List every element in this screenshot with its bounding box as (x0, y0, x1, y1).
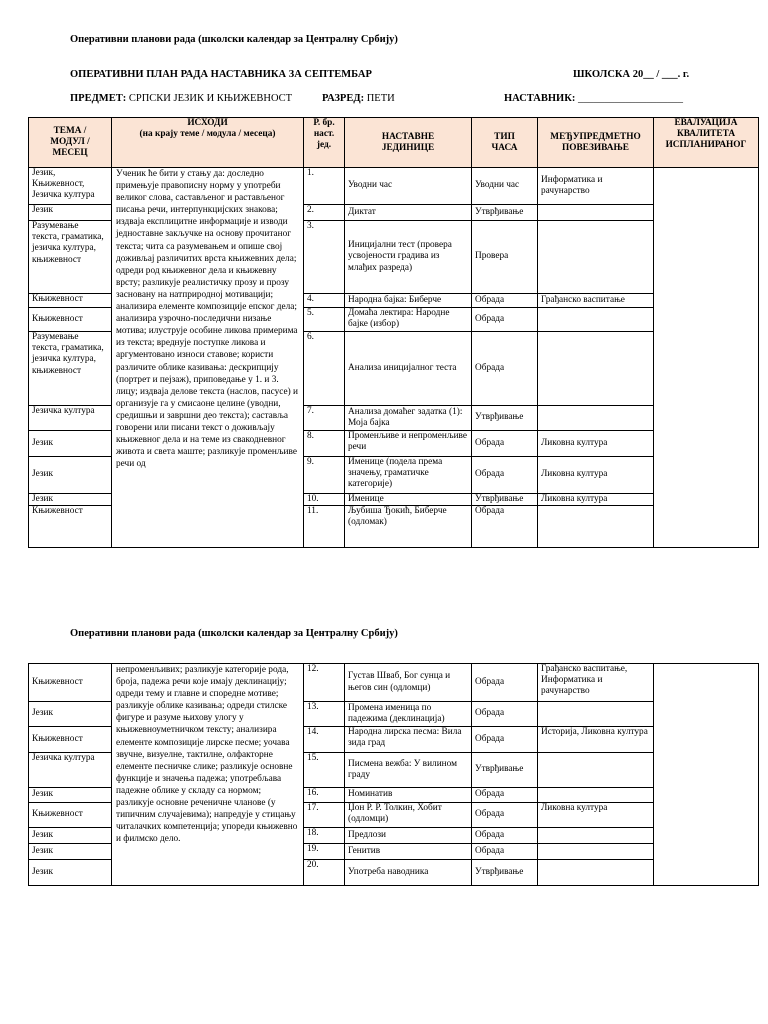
cross-cell: Грађанско васпитање (538, 294, 654, 308)
type-cell: Обрада (472, 664, 538, 702)
number-cell: 13. (304, 702, 345, 727)
cross-cell (538, 828, 654, 844)
type-cell: Уводни час (472, 168, 538, 205)
theme-cell: Књижевност (29, 506, 112, 548)
number-cell: 9. (304, 457, 345, 494)
number-cell: 7. (304, 406, 345, 431)
type-cell: Обрада (472, 332, 538, 406)
type-cell: Обрада (472, 702, 538, 727)
cross-cell (538, 205, 654, 221)
subject-line (70, 93, 292, 104)
type-cell: Утврђивање (472, 205, 538, 221)
unit-cell: Писмена вежба: У вилином граду (345, 753, 472, 788)
theme-cell: Језик (29, 494, 112, 506)
teacher-label: НАСТАВНИК: (504, 93, 576, 104)
cross-cell (538, 702, 654, 727)
cross-cell: Ликовна култура (538, 431, 654, 457)
number-cell: 18. (304, 828, 345, 844)
grade-label: РАЗРЕД: (322, 93, 365, 104)
subject-value: СРПСКИ ЈЕЗИК И КЊИЖЕВНОСТ (128, 93, 293, 104)
cross-cell: Информатика и рачунарство (538, 168, 654, 205)
unit-cell: Анализа иницијалног теста (345, 332, 472, 406)
unit-cell: Предлози (345, 828, 472, 844)
unit-cell: Домаћа лектира: Народне бајке (избор) (345, 308, 472, 332)
unit-cell: Љубиша Ђокић, Биберче (одломак) (345, 506, 472, 548)
cross-cell: Ликовна култура (538, 457, 654, 494)
teacher-value: ____________________ (577, 93, 683, 104)
unit-cell: Народна бајка: Биберче (345, 294, 472, 308)
type-cell: Обрада (472, 828, 538, 844)
col-header-cross: МЕЂУПРЕДМЕТНО ПОВЕЗИВАЊЕ (538, 118, 654, 168)
cross-cell (538, 844, 654, 860)
type-cell: Утврђивање (472, 860, 538, 886)
number-cell: 4. (304, 294, 345, 308)
theme-cell: Језик (29, 702, 112, 727)
cross-cell: Историја, Ликовна култура (538, 727, 654, 753)
theme-cell: Књижевност (29, 727, 112, 753)
unit-cell: Именице (подела према значењу, граматичке категорије) (345, 457, 472, 494)
number-cell: 16. (304, 788, 345, 803)
cross-cell: Грађанско васпитање, Информатика и рачунарство (538, 664, 654, 702)
col-header-number: Р. бр. наст. јед. (304, 118, 345, 168)
cross-cell (538, 860, 654, 886)
number-cell: 6. (304, 332, 345, 406)
unit-cell: Променљиве и непроменљиве речи (345, 431, 472, 457)
theme-cell: Књижевност (29, 308, 112, 332)
type-cell: Обрада (472, 457, 538, 494)
theme-cell: Језик (29, 860, 112, 886)
theme-cell: Разумевање текста, граматика, језичка култура, књижевност (29, 332, 112, 406)
number-cell: 17. (304, 803, 345, 828)
theme-cell: Језичка култура (29, 406, 112, 431)
theme-cell: Разумевање текста, граматика, језичка култура, књижевност (29, 221, 112, 294)
theme-cell: Језик (29, 457, 112, 494)
type-cell: Обрада (472, 803, 538, 828)
unit-cell: Употреба наводника (345, 860, 472, 886)
number-cell: 2. (304, 205, 345, 221)
table-row (29, 664, 759, 702)
col-header-outcomes: ИСХОДИ (на крају теме / модула / месеца) (112, 118, 304, 168)
plan-table-page1 (28, 117, 759, 548)
theme-cell: Књижевност (29, 803, 112, 828)
evaluation-cell[interactable] (654, 168, 759, 548)
col-header-theme: ТЕМА / МОДУЛ / МЕСЕЦ (29, 118, 112, 168)
subject-label: ПРЕДМЕТ: (70, 93, 127, 104)
cross-cell (538, 308, 654, 332)
col-header-type: ТИП ЧАСА (472, 118, 538, 168)
theme-cell: Језичка култура (29, 753, 112, 788)
unit-cell: Народна лирска песма: Вила зида град (345, 727, 472, 753)
plan-table-page2 (28, 663, 759, 886)
page-header: Оперативни планови рада (школски календар за Централну Србију) (70, 34, 398, 45)
grade-value: ПЕТИ (366, 93, 395, 104)
unit-cell: Промена именица по падежима (деклинација) (345, 702, 472, 727)
unit-cell: Генитив (345, 844, 472, 860)
type-cell: Провера (472, 221, 538, 294)
unit-cell: Џон Р. Р. Толкин, Хобит (одломци) (345, 803, 472, 828)
col-header-evaluation: ЕВАЛУАЦИЈА КВАЛИТЕТА ИСПЛАНИРАНОГ (654, 118, 759, 168)
theme-cell: Језик (29, 205, 112, 221)
number-cell: 10. (304, 494, 345, 506)
cross-cell (538, 406, 654, 431)
unit-cell: Диктат (345, 205, 472, 221)
number-cell: 11. (304, 506, 345, 548)
table-header-row (29, 118, 759, 168)
type-cell: Утврђивање (472, 406, 538, 431)
theme-cell: Језик, Књижевност, Језичка култура (29, 168, 112, 205)
type-cell: Обрада (472, 506, 538, 548)
unit-cell: Номинатив (345, 788, 472, 803)
number-cell: 1. (304, 168, 345, 205)
unit-cell: Уводни час (345, 168, 472, 205)
teacher-line (504, 93, 683, 104)
cross-cell (538, 332, 654, 406)
table-row (29, 168, 759, 205)
unit-cell: Именице (345, 494, 472, 506)
type-cell: Обрада (472, 431, 538, 457)
theme-cell: Књижевност (29, 294, 112, 308)
number-cell: 19. (304, 844, 345, 860)
type-cell: Обрада (472, 788, 538, 803)
type-cell: Обрада (472, 727, 538, 753)
type-cell: Обрада (472, 294, 538, 308)
unit-cell: Иницијални тест (провера усвојености градива из млађих разреда) (345, 221, 472, 294)
type-cell: Утврђивање (472, 494, 538, 506)
cross-cell: Ликовна култура (538, 494, 654, 506)
theme-cell: Језик (29, 431, 112, 457)
unit-cell: Анализа домаћег задатка (1): Моја бајка (345, 406, 472, 431)
type-cell: Обрада (472, 308, 538, 332)
cross-cell (538, 753, 654, 788)
cross-cell: Ликовна култура (538, 803, 654, 828)
theme-cell: Књижевност (29, 664, 112, 702)
theme-cell: Језик (29, 788, 112, 803)
cross-cell (538, 221, 654, 294)
number-cell: 20. (304, 860, 345, 886)
type-cell: Обрада (472, 844, 538, 860)
number-cell: 5. (304, 308, 345, 332)
evaluation-cell[interactable] (654, 664, 759, 886)
theme-cell: Језик (29, 844, 112, 860)
number-cell: 12. (304, 664, 345, 702)
plan-title: ОПЕРАТИВНИ ПЛАН РАДА НАСТАВНИКА ЗА СЕПТЕМБАР (70, 69, 372, 80)
school-year: ШКОЛСКА 20__ / ___. г. (573, 69, 690, 80)
outcomes-cell: непроменљивих; разликује категорије рода, броја, падежа речи које имају деклинацију; одреди тему и главне и споредне мотиве; разликује облике казивања; одреди стилске фигуре и разуме њихову улогу у књижевноуметничком тексту; анализира елементе композиције лирске песме; уочава звучне, визуелне, тактилне, олфакторне елементе песничке слике; разликује основне функције и значења падежа; употребљава падежне облике у складу са нормом; разликује основне реченичне чланове (у типичним случајевима); напредује у стицању читалачких компетенција; упореди књижевно и филмско дело. (112, 664, 304, 886)
number-cell: 3. (304, 221, 345, 294)
outcomes-cell: Ученик ће бити у стању да: доследно примењује правописну норму у употреби великог слова, састављеног и растављеног писања речи, интерпункцијских знакова; издваја експлицитне информације и изводи једноставне закључке на основу прочитаног текста; чита са разумевањем и опише свој доживљај различитих врста књижевних дела; одреди род књижевног дела и књижевну врсту; разликује реалистичку прозу и прозу засновану на натприродној мотивацији; анализира елементе композиције епског дела; анализира узрочно-последични низање мотива; илуструје особине ликова примерима из текста; вреднује поступке ликова и аргументовано износи ставове; користи различите облике казивања: дескрипцију (портрет и пејзаж), приповедање у 1. и 3. лицу; издваја делове текста (наслов, пасусе) и организује га у смисаоне целине (уводни, средишњи и завршни део текста); саставља говорени или писани текст о доживљају књижевног дела и на теме из свакодневног живота и света маште; разликује променљиве речи од (112, 168, 304, 548)
col-header-units: НАСТАВНЕ ЈЕДИНИЦЕ (345, 118, 472, 168)
grade-line (322, 93, 395, 104)
theme-cell: Језик (29, 828, 112, 844)
cross-cell (538, 788, 654, 803)
type-cell: Утврђивање (472, 753, 538, 788)
unit-cell: Густав Шваб, Бог сунца и његов син (одломци) (345, 664, 472, 702)
number-cell: 15. (304, 753, 345, 788)
number-cell: 8. (304, 431, 345, 457)
number-cell: 14. (304, 727, 345, 753)
page2-header: Оперативни планови рада (школски календар за Централну Србију) (70, 628, 398, 639)
cross-cell (538, 506, 654, 548)
